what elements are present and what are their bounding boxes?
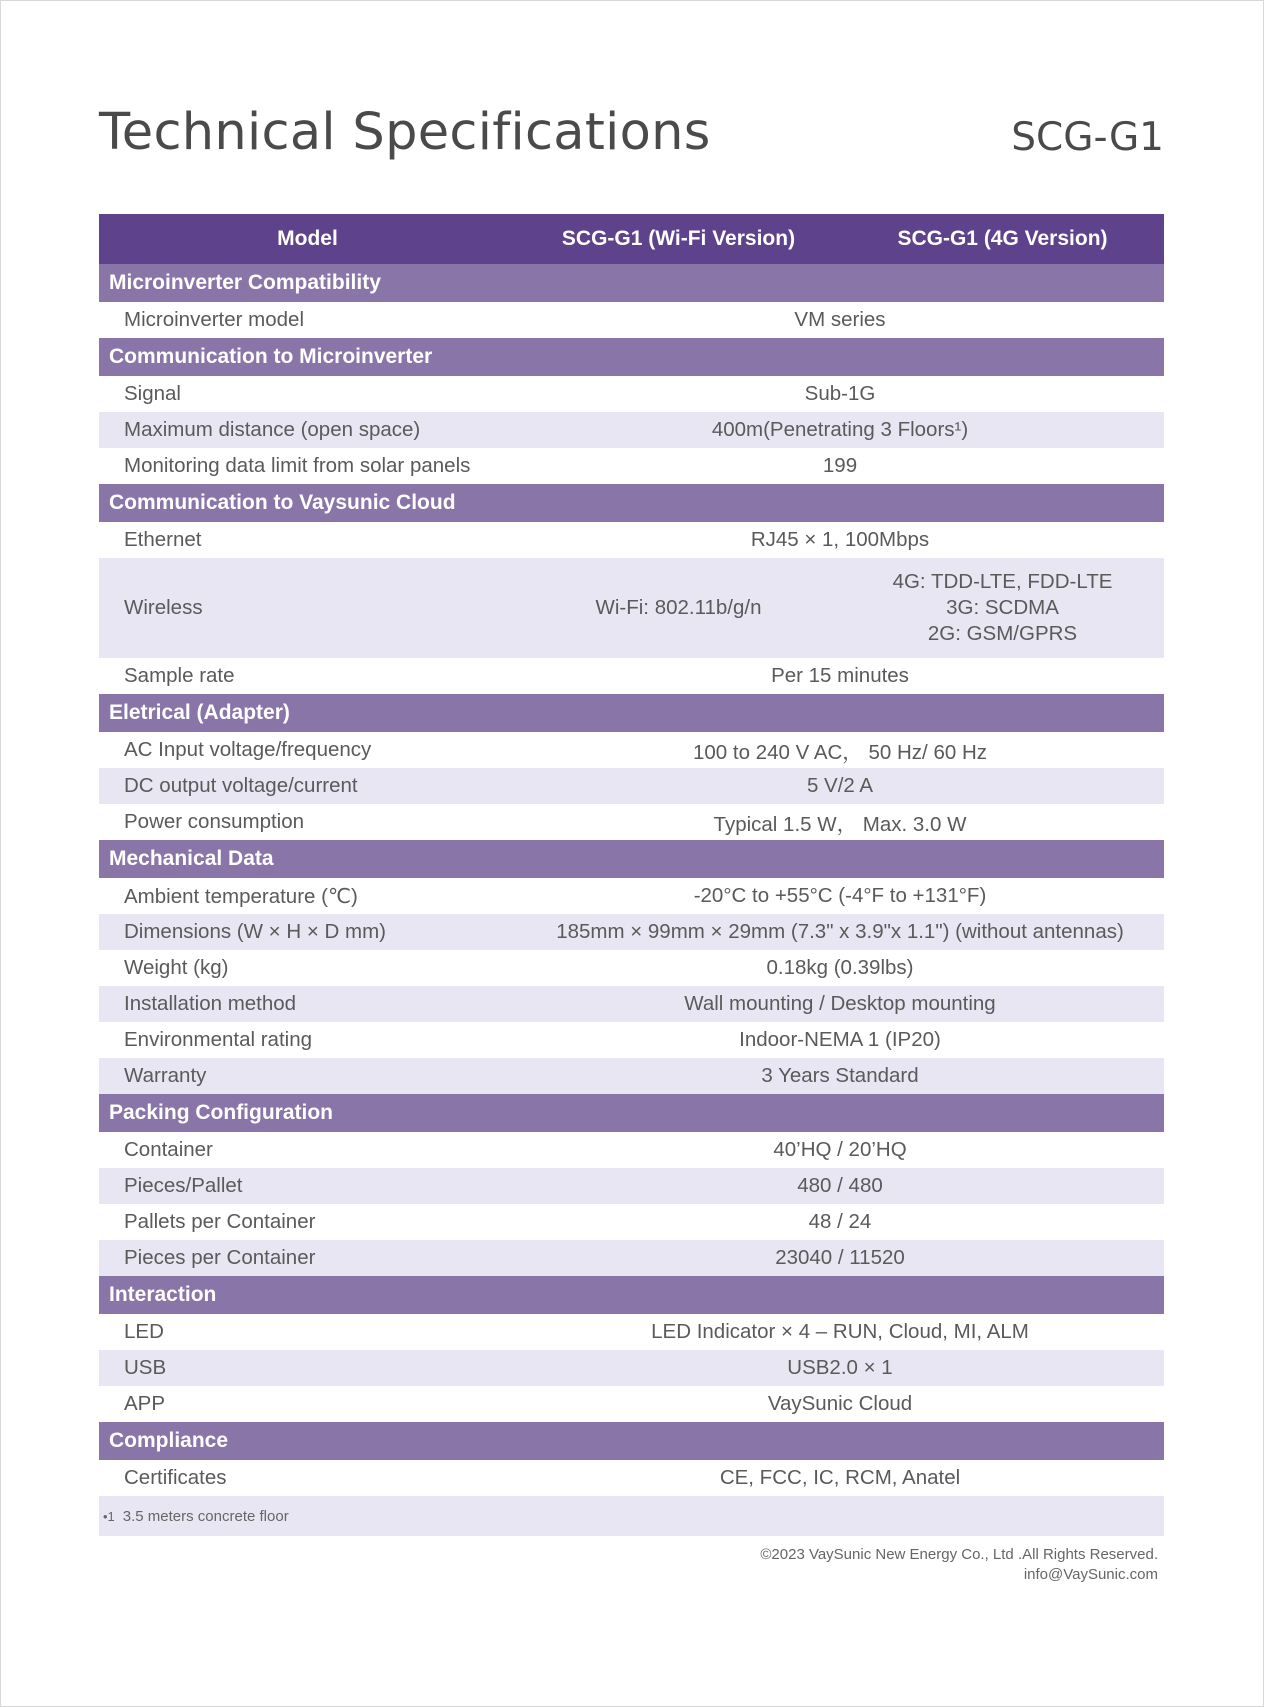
- section-title: Interaction: [99, 1276, 1164, 1314]
- row-value: 0.18kg (0.39lbs): [766, 956, 914, 979]
- section-title: Microinverter Compatibility: [99, 264, 1164, 302]
- section-title: Compliance: [99, 1422, 1164, 1460]
- row-label: Environmental rating: [124, 1028, 313, 1051]
- row-value: 480 / 480: [516, 1168, 1164, 1204]
- wireless-2g-line: 2G: GSM/GPRS: [927, 622, 1078, 645]
- row-label: USB: [99, 1350, 516, 1386]
- table-row: [99, 986, 1164, 1022]
- row-value: Per 15 minutes: [771, 664, 909, 687]
- footnote-mark: •1: [103, 1508, 115, 1524]
- row-value: 48 / 24: [808, 1210, 872, 1233]
- table-row: [99, 1460, 1164, 1496]
- col-header-model: Model: [99, 214, 516, 264]
- footnote-text: 3.5 meters concrete floor: [122, 1507, 289, 1525]
- row-value: USB2.0 × 1: [516, 1350, 1164, 1386]
- table-row: [99, 768, 1164, 804]
- row-label: Sample rate: [124, 664, 235, 687]
- section-title: Eletrical (Adapter): [99, 694, 1164, 732]
- section-title: Mechanical Data: [99, 840, 1164, 878]
- footer-copyright-block: [760, 1545, 1158, 1585]
- section-row: [99, 1276, 1164, 1314]
- table-row: [99, 732, 1164, 768]
- wireless-3g-line: 3G: SCDMA: [946, 596, 1059, 619]
- model-code: SCG-G1: [1011, 115, 1164, 160]
- row-value: Sub-1G: [804, 382, 876, 405]
- table-row: [99, 1240, 1164, 1276]
- row-label: Container: [124, 1138, 213, 1161]
- row-label: Ambient temperature (℃): [124, 884, 358, 908]
- row-label: Dimensions (W × H × D mm): [99, 914, 516, 950]
- row-value: 185mm × 99mm × 29mm (7.3" x 3.9"x 1.1") (without antennas): [516, 914, 1164, 950]
- row-label: Weight (kg): [124, 956, 229, 979]
- table-row: [99, 1168, 1164, 1204]
- table-row: [99, 950, 1164, 986]
- row-label: Signal: [124, 382, 181, 405]
- row-label: AC Input voltage/frequency: [124, 738, 372, 761]
- row-value: 199: [822, 454, 858, 477]
- col-header-4g: SCG-G1 (4G Version): [841, 214, 1164, 264]
- row-value: Indoor-NEMA 1 (IP20): [739, 1028, 941, 1051]
- section-row: [99, 264, 1164, 302]
- row-value: 5 V/2 A: [516, 768, 1164, 804]
- table-row: [99, 658, 1164, 694]
- row-label: Maximum distance (open space): [99, 412, 516, 448]
- table-row: [99, 558, 1164, 658]
- table-row: [99, 1314, 1164, 1350]
- row-value: 400m(Penetrating 3 Floors¹): [516, 412, 1164, 448]
- table-row: [99, 1350, 1164, 1386]
- table-row: [99, 1386, 1164, 1422]
- row-label: Installation method: [99, 986, 516, 1022]
- section-title: Communication to Vaysunic Cloud: [99, 484, 1164, 522]
- row-label: LED: [124, 1320, 164, 1343]
- table-row: [99, 1058, 1164, 1094]
- row-label: Power consumption: [124, 810, 305, 833]
- row-value: 40’HQ / 20’HQ: [773, 1138, 907, 1161]
- row-label: Pallets per Container: [124, 1210, 316, 1233]
- section-row: [99, 338, 1164, 376]
- row-label: Monitoring data limit from solar panels: [124, 454, 471, 477]
- row-label: Ethernet: [124, 528, 202, 551]
- row-label: Wireless: [99, 558, 516, 658]
- section-row: [99, 484, 1164, 522]
- row-label: Warranty: [99, 1058, 516, 1094]
- table-row: [99, 376, 1164, 412]
- table-row: [99, 878, 1164, 914]
- row-value: CE, FCC, IC, RCM, Anatel: [719, 1466, 961, 1489]
- footnote: [99, 1496, 1164, 1536]
- row-label: DC output voltage/current: [99, 768, 516, 804]
- footnote-row: [99, 1496, 1164, 1536]
- section-row: [99, 1094, 1164, 1132]
- wireless-4g-line: 4G: TDD-LTE, FDD-LTE: [892, 570, 1113, 593]
- table-row: [99, 302, 1164, 338]
- section-row: [99, 694, 1164, 732]
- row-value: Wall mounting / Desktop mounting: [516, 986, 1164, 1022]
- table-row: [99, 804, 1164, 840]
- table-row: [99, 1204, 1164, 1240]
- section-row: [99, 840, 1164, 878]
- row-value: LED Indicator × 4 – RUN, Cloud, MI, ALM: [651, 1320, 1029, 1343]
- table-row: [99, 1132, 1164, 1168]
- spec-table: [99, 214, 1164, 1536]
- row-value: VM series: [794, 308, 886, 331]
- contact-email: info@VaySunic.com: [1023, 1566, 1158, 1583]
- section-row: [99, 1422, 1164, 1460]
- section-title: Packing Configuration: [99, 1094, 1164, 1132]
- row-value: -20°C to +55°C (-4°F to +131°F): [693, 884, 987, 907]
- table-row: [99, 412, 1164, 448]
- row-label: Microinverter model: [124, 308, 304, 331]
- table-header-row: [99, 214, 1164, 264]
- section-title: Communication to Microinverter: [99, 338, 1164, 376]
- table-row: [99, 1022, 1164, 1058]
- row-value: 100 to 240 V AC， 50 Hz/ 60 Hz: [693, 741, 987, 764]
- row-value: Typical 1.5 W， Max. 3.0 W: [713, 813, 967, 836]
- copyright-text: ©2023 VaySunic New Energy Co., Ltd .All Rights Reserved.: [760, 1546, 1158, 1563]
- row-label: Pieces/Pallet: [99, 1168, 516, 1204]
- page-title: Technical Specifications: [99, 103, 711, 162]
- row-label: APP: [124, 1392, 166, 1415]
- table-row: [99, 522, 1164, 558]
- table-row: [99, 914, 1164, 950]
- row-label: Certificates: [124, 1466, 227, 1489]
- row-value-4g: [841, 558, 1164, 658]
- row-value: VaySunic Cloud: [767, 1392, 913, 1415]
- row-value: 3 Years Standard: [516, 1058, 1164, 1094]
- row-label: Pieces per Container: [99, 1240, 516, 1276]
- row-value: 23040 / 11520: [516, 1240, 1164, 1276]
- table-row: [99, 448, 1164, 484]
- row-value: RJ45 × 1, 100Mbps: [750, 528, 930, 551]
- row-value-wifi: Wi-Fi: 802.11b/g/n: [516, 558, 841, 658]
- col-header-wifi: SCG-G1 (Wi-Fi Version): [516, 214, 841, 264]
